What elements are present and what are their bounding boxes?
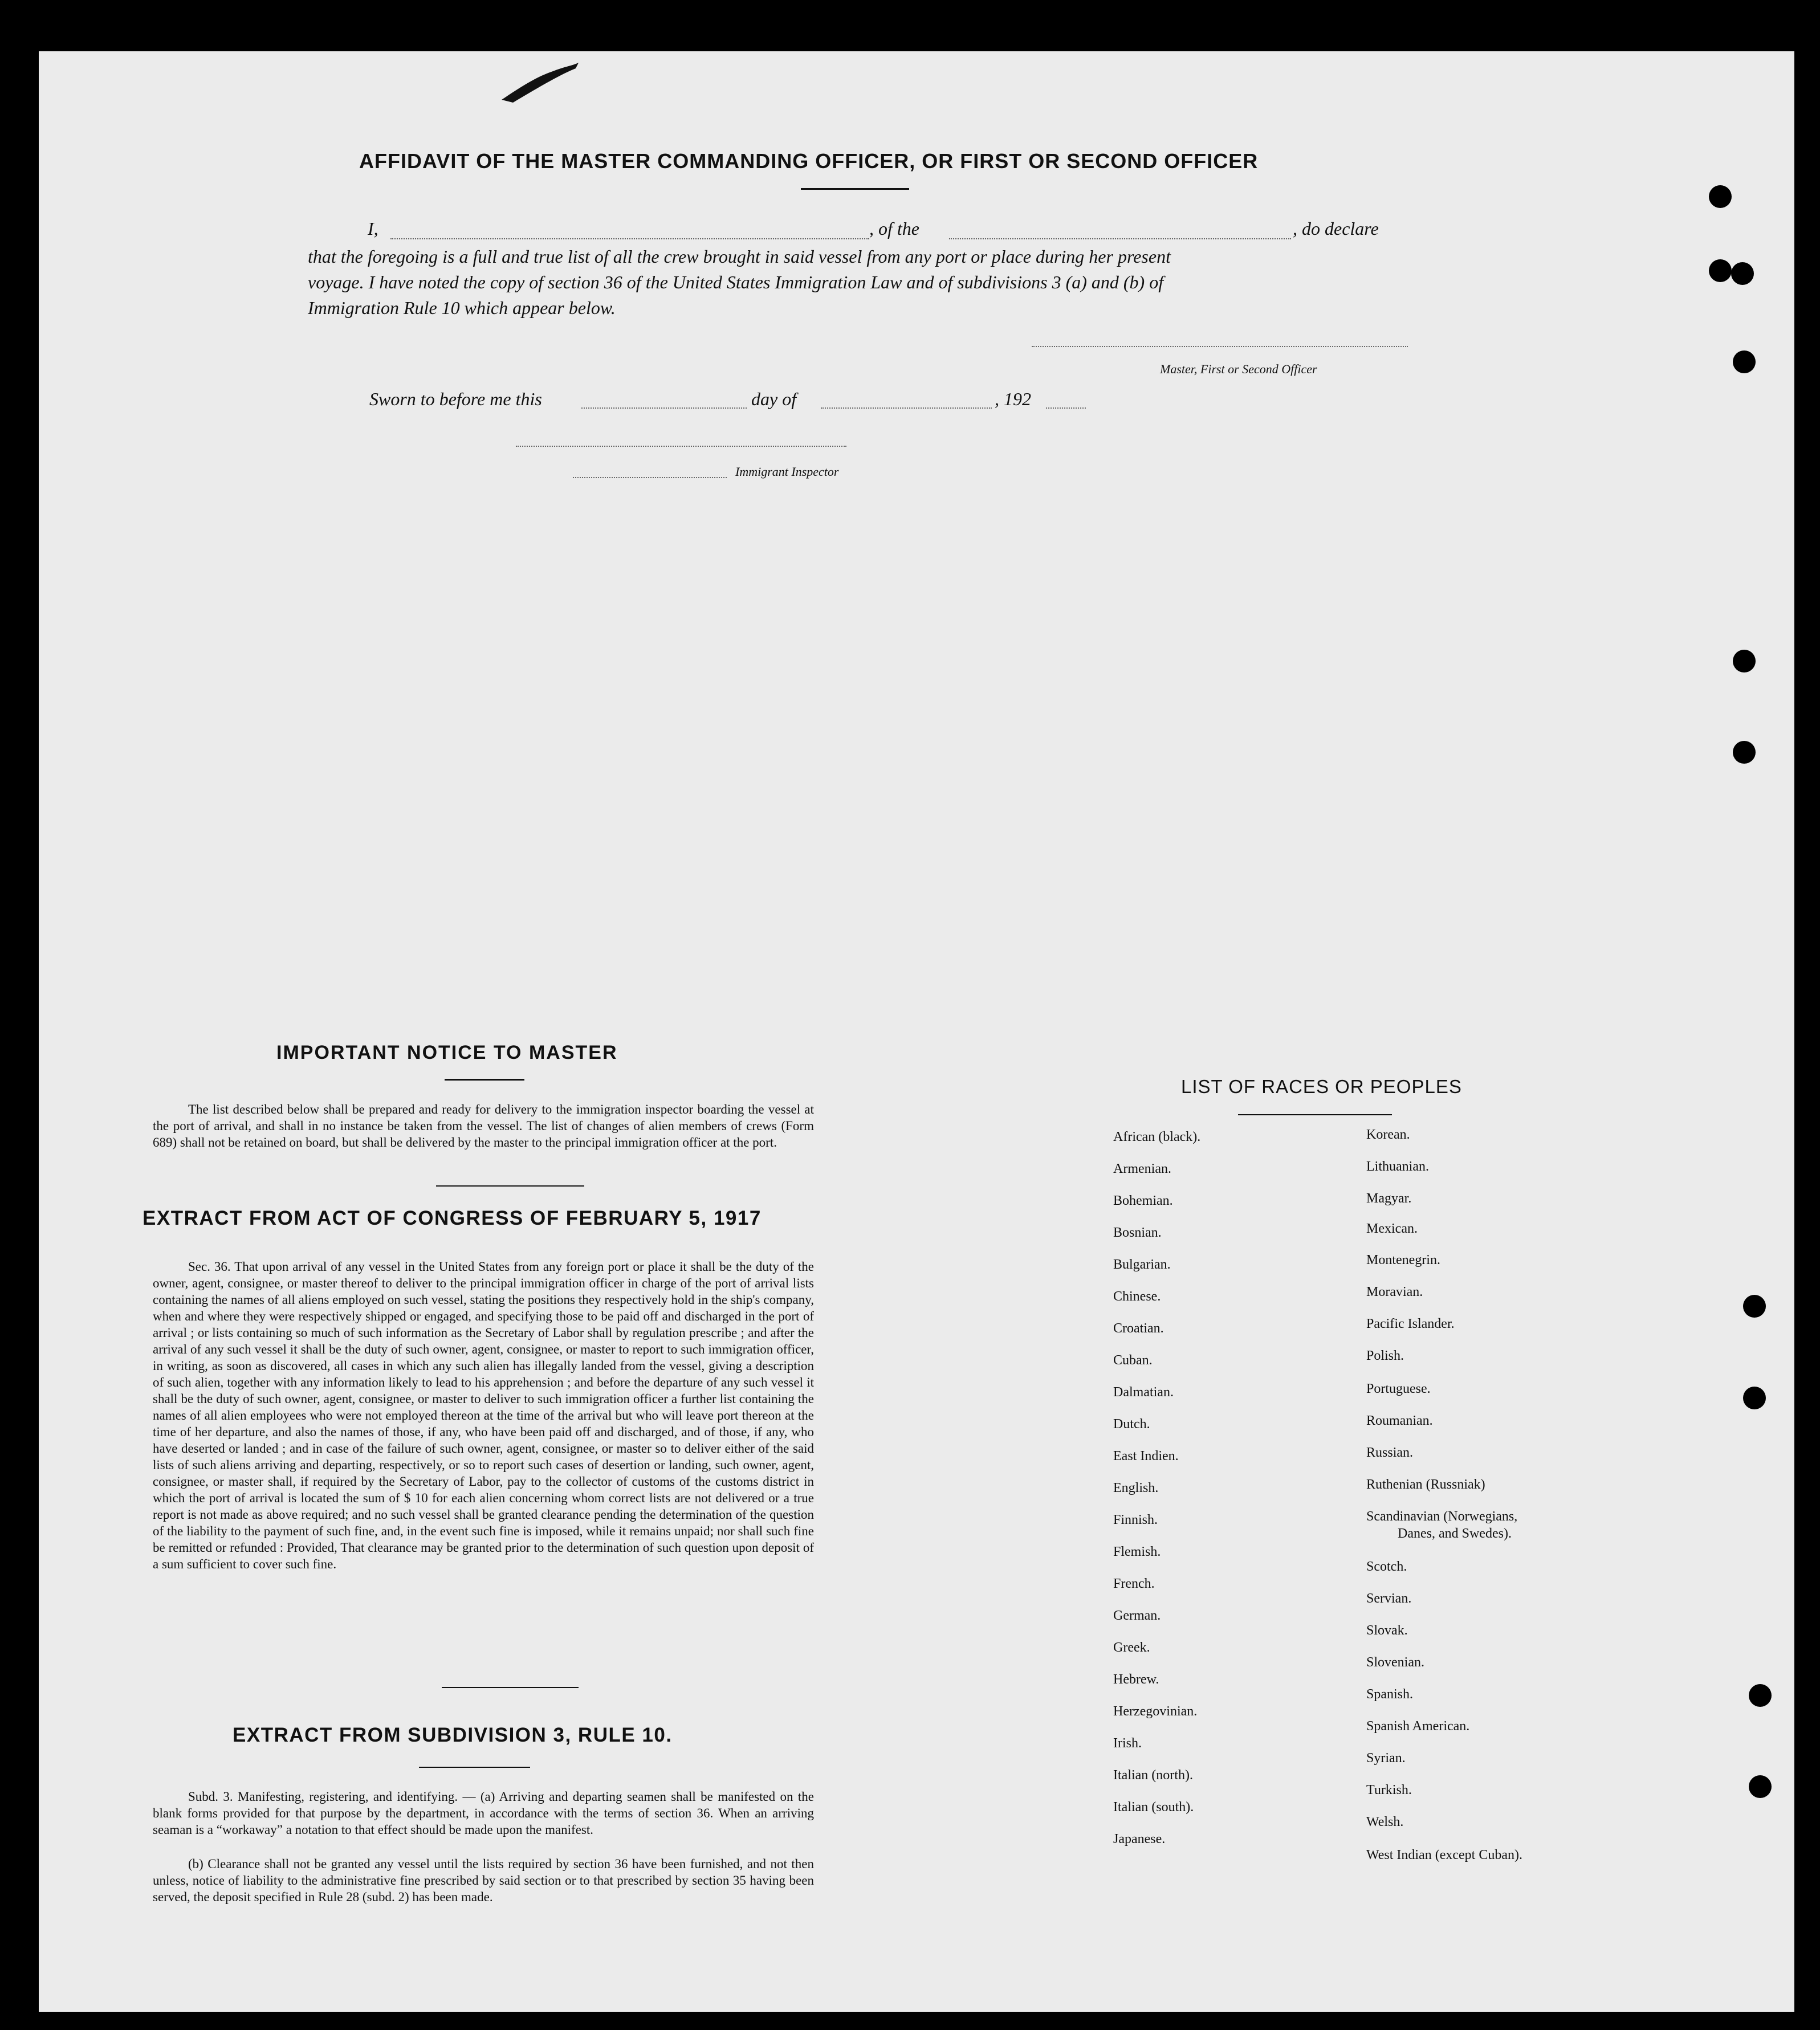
punch-hole [1749, 1775, 1772, 1798]
race-item: Bohemian. [1113, 1193, 1173, 1208]
races-title: LIST OF RACES OR PEOPLES [1181, 1076, 1462, 1097]
act-extract-text: Sec. 36. That upon arrival of any vessel in the United States from any foreign port or place it shall be the duty of the owner, agent, consignee, or master thereof to deliver to the principal immigration officer in charge of the port of arrival lists containing the names of all aliens employed on such vessel, stating the positions they respectively hold in the ship's company, when and where they were respectively shipped or engaged, and specifying those to be paid off and discharged in the port of arrival ; or lists containing so much of such information as the Secretary of Labor shall by regulation prescribe ; and after the arrival of any such vessel it shall be the duty of such owner, agent, consignee, or master to report to such immigration officer, in writing, as soon as discovered, all cases in which any such alien has illegally landed from the vessel, giving a description of such alien, together with any information likely to lead to his apprehension ; and before the departure of any such vessel it shall be the duty of such owner, agent, consignee, or master to deliver to such immigration officer a further list containing the names of all alien employees who were not employed thereon at the time of the arrival but who will leave port thereon at the time of her departure, and also the names of those, if any, who have been paid off and discharged, and of those, if any, who have deserted or landed ; and in case of the failure of such owner, agent, consignee, or master so to deliver either of the said lists of such aliens arriving and departing, respectively, or so to report such cases of desertion or landing, such owner, agent, consignee, or master shall, if required by the Secretary of Labor, pay to the collector of customs of the customs district in which the port of arrival is located the sum of $ 10 for each alien concerning whom correct lists are not delivered or a true report is not made as above required; and no such vessel shall be granted clearance pending the determination of the question of the liability to the payment of such fine, and, in the event such fine is imposed, while it remains unpaid; nor shall such fine be remitted or refunded : Provided, That clearance may be granted prior to the determination of such question upon deposit of a sum sufficient to cover such fine. [153, 1259, 814, 1571]
race-item: English. [1113, 1481, 1159, 1495]
race-item: Syrian. [1366, 1751, 1406, 1766]
race-item: Ruthenian (Russniak) [1366, 1477, 1485, 1492]
sworn-day-of: day of [751, 389, 797, 409]
race-item: Finnish. [1113, 1513, 1158, 1527]
race-item: Dutch. [1113, 1417, 1150, 1432]
race-item: Flemish. [1113, 1544, 1161, 1559]
race-item: Greek. [1113, 1640, 1150, 1655]
vessel-blank [949, 238, 1291, 239]
rule-paragraph-b: (b) Clearance shall not be granted any vessel until the lists required by section 36 have been furnished, and not then unless, notice of liability to the administrative fine prescribed by said section or to that prescribed by section 35 having been served, the deposit specified in Rule 28 (subd. 2) has been made. [153, 1857, 814, 1904]
punch-hole [1743, 1295, 1766, 1318]
punch-hole [1709, 185, 1732, 208]
race-item: Italian (north). [1113, 1768, 1193, 1783]
declaration-of-the: , of the [869, 218, 919, 239]
race-item: Slovenian. [1366, 1655, 1424, 1670]
punch-hole [1733, 350, 1756, 373]
rule-extract-underline [419, 1767, 530, 1768]
declaration-line-2: that the foregoing is a full and true list of all the crew brought in said vessel from any port or place during her present [308, 246, 1171, 267]
notice-text: The list described below shall be prepared and ready for delivery to the immigration inspector boarding the vessel at the port of arrival, and shall in no instance be taken from the vessel. The list of changes of alien members of crews (Form 689) shall not be retained on board, but shall be delivered by the master to the principal immigration officer at the port. [153, 1102, 814, 1149]
master-signature-line [1032, 346, 1408, 347]
punch-hole [1731, 262, 1754, 285]
race-item: Bosnian. [1113, 1225, 1162, 1240]
race-item: Roumanian. [1366, 1413, 1433, 1428]
rule-extract-title: EXTRACT FROM SUBDIVISION 3, RULE 10. [233, 1724, 673, 1746]
rule-paragraph-a: Subd. 3. Manifesting, registering, and identifying. — (a) Arriving and departing seamen shall be manifested on the blank forms provided for that purpose by the department, in accordance with the terms of section 36. When an arriving seaman is a “workaway” a notation to that effect should be made upon the manifest. [153, 1790, 814, 1837]
pen-mark-icon [496, 54, 581, 105]
punch-hole [1709, 259, 1732, 282]
inspector-label: Immigrant Inspector [735, 464, 839, 479]
race-item: Slovak. [1366, 1623, 1408, 1638]
race-item: Herzegovinian. [1113, 1704, 1198, 1719]
race-item: Magyar. [1366, 1191, 1412, 1206]
race-item: Welsh. [1366, 1815, 1404, 1829]
form-sheet [39, 51, 1794, 2012]
master-signature-label: Master, First or Second Officer [1160, 362, 1317, 376]
race-item: Italian (south). [1113, 1800, 1194, 1815]
race-item: Portuguese. [1366, 1381, 1431, 1396]
race-item: Turkish. [1366, 1783, 1412, 1797]
race-item: Armenian. [1113, 1161, 1171, 1176]
sworn-text: Sworn to before me this [369, 389, 542, 409]
punch-hole [1733, 650, 1756, 672]
race-item: Japanese. [1113, 1832, 1166, 1846]
race-item: Spanish. [1366, 1687, 1414, 1702]
race-item: French. [1113, 1576, 1155, 1591]
sworn-day-blank [581, 407, 747, 409]
race-item: Scotch. [1366, 1559, 1407, 1574]
race-item: Danes, and Swedes). [1398, 1526, 1512, 1541]
bleed-through-heading [251, 162, 261, 191]
sworn-month-blank [821, 407, 992, 409]
race-item: Hebrew. [1113, 1672, 1159, 1687]
race-item: Cuban. [1113, 1353, 1153, 1368]
inspector-signature-line [516, 446, 846, 447]
sworn-year-blank [1046, 407, 1086, 409]
race-item: Scandinavian (Norwegians, [1366, 1509, 1518, 1524]
inspector-signature-line-2 [573, 477, 727, 478]
race-item: Mexican. [1366, 1221, 1418, 1236]
act-divider [442, 1687, 579, 1688]
race-item: Croatian. [1113, 1321, 1164, 1336]
declaration-line-4: Immigration Rule 10 which appear below. [308, 297, 616, 318]
race-item: Irish. [1113, 1736, 1142, 1751]
race-item: East Indien. [1113, 1449, 1179, 1464]
notice-title: IMPORTANT NOTICE TO MASTER [276, 1042, 618, 1063]
punch-hole [1743, 1387, 1766, 1409]
notice-underline [445, 1079, 524, 1081]
sworn-year: , 192 [995, 389, 1031, 409]
affidavit-title: AFFIDAVIT OF THE MASTER COMMANDING OFFICER, OR FIRST OR SECOND OFFICER [359, 149, 1259, 173]
race-item: German. [1113, 1608, 1161, 1623]
act-extract-title: EXTRACT FROM ACT OF CONGRESS OF FEBRUARY 5, 1917 [142, 1207, 762, 1229]
race-item: Moravian. [1366, 1285, 1423, 1299]
race-item: Spanish American. [1366, 1719, 1470, 1734]
race-item: Dalmatian. [1113, 1385, 1174, 1400]
name-blank [390, 238, 869, 239]
notice-divider [436, 1185, 584, 1187]
races-underline [1238, 1114, 1392, 1115]
race-item: Servian. [1366, 1591, 1412, 1606]
race-item: Korean. [1366, 1127, 1410, 1142]
race-item: Bulgarian. [1113, 1257, 1171, 1272]
declaration-declare: , do declare [1293, 218, 1379, 239]
race-item: West Indian (except Cuban). [1366, 1848, 1522, 1862]
declaration-i: I, [368, 218, 378, 239]
race-item: Lithuanian. [1366, 1159, 1429, 1174]
declaration-line-3: voyage. I have noted the copy of section 36 of the United States Immigration Law and of subdivisions 3 (a) and (b) of [308, 272, 1164, 292]
race-item: Russian. [1366, 1445, 1414, 1460]
race-item: Pacific Islander. [1366, 1316, 1455, 1331]
race-item: Chinese. [1113, 1289, 1161, 1304]
punch-hole [1733, 741, 1756, 764]
race-item: Polish. [1366, 1348, 1404, 1363]
punch-hole [1749, 1684, 1772, 1707]
race-item: Montenegrin. [1366, 1253, 1440, 1267]
race-item: African (black). [1113, 1130, 1201, 1144]
title-underline [801, 188, 909, 190]
